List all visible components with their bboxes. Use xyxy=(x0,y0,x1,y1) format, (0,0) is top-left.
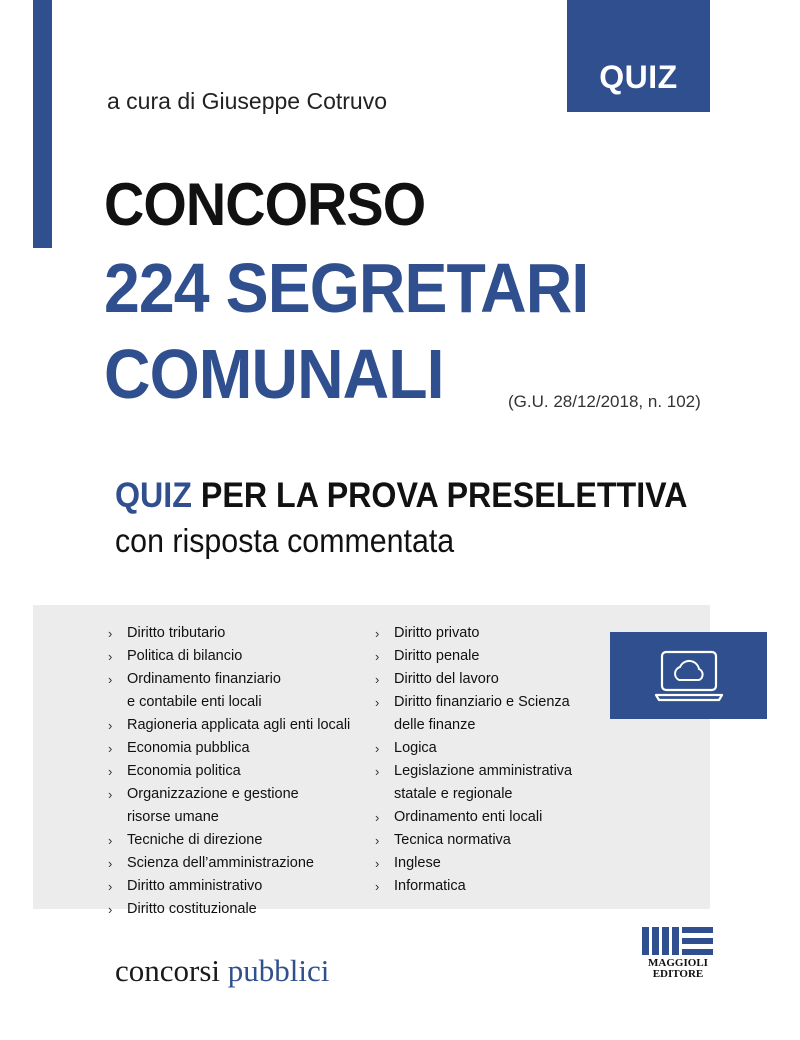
topic-label: Informatica xyxy=(394,878,466,894)
chevron-right-icon: › xyxy=(108,741,113,756)
topic-label-continued: risorse umane xyxy=(127,809,219,825)
topic-label: Ordinamento finanziario xyxy=(127,671,281,687)
topic-label: Diritto del lavoro xyxy=(394,671,499,687)
topic-label: Diritto penale xyxy=(394,648,480,664)
chevron-right-icon: › xyxy=(108,672,113,687)
title-line-1: CONCORSO xyxy=(104,171,426,238)
topic-label: Politica di bilancio xyxy=(127,648,243,664)
left-accent-bar xyxy=(33,0,52,248)
topic-label: Diritto costituzionale xyxy=(127,901,257,917)
publisher-name-line1: MAGGIOLI xyxy=(648,957,708,969)
topic-label: Scienza dell’amministrazione xyxy=(127,855,314,871)
topic-item xyxy=(108,875,367,898)
chevron-right-icon: › xyxy=(375,626,380,641)
topic-label: Economia politica xyxy=(127,763,241,779)
topic-label: Logica xyxy=(394,740,437,756)
quiz-series-badge xyxy=(567,0,710,112)
subtitle-accent: QUIZ xyxy=(115,476,192,515)
subtitle-line-2: con risposta commentata xyxy=(115,522,455,559)
topic-item xyxy=(108,645,367,668)
topic-label: Organizzazione e gestione xyxy=(127,786,299,802)
topics-list-right xyxy=(375,622,634,898)
chevron-right-icon: › xyxy=(108,879,113,894)
author-credit: a cura di Giuseppe Cotruvo xyxy=(107,88,387,114)
chevron-right-icon: › xyxy=(108,833,113,848)
topic-item xyxy=(108,829,367,852)
quiz-badge-label: QUIZ xyxy=(599,59,678,95)
topic-label-continued: delle finanze xyxy=(394,717,476,733)
topic-label: Ragioneria applicata agli enti locali xyxy=(127,717,351,733)
chevron-right-icon: › xyxy=(375,764,380,779)
chevron-right-icon: › xyxy=(375,810,380,825)
topic-item xyxy=(375,806,634,829)
chevron-right-icon: › xyxy=(375,879,380,894)
chevron-right-icon: › xyxy=(375,741,380,756)
topic-label: Diritto finanziario e Scienza xyxy=(394,694,570,710)
topic-item xyxy=(375,829,634,852)
topic-item xyxy=(375,645,634,668)
topic-item xyxy=(375,852,634,875)
chevron-right-icon: › xyxy=(108,649,113,664)
topic-item xyxy=(108,898,367,921)
publisher-name xyxy=(633,958,723,980)
topic-label: Ordinamento enti locali xyxy=(394,809,543,825)
series-brand-part1: concorsi xyxy=(115,953,228,988)
topic-label: Diritto amministrativo xyxy=(127,878,263,894)
topic-label-continued: statale e regionale xyxy=(394,786,513,802)
title-line-3: COMUNALI xyxy=(104,335,444,413)
chevron-right-icon: › xyxy=(108,787,113,802)
chevron-right-icon: › xyxy=(375,672,380,687)
topic-item xyxy=(375,760,634,806)
topic-item xyxy=(108,760,367,783)
topic-item xyxy=(108,668,367,714)
subtitle-rest: PER LA PROVA PRESELETTIVA xyxy=(191,476,688,515)
online-resources-box xyxy=(610,632,767,719)
laptop-cloud-icon xyxy=(653,648,725,704)
chevron-right-icon: › xyxy=(108,902,113,917)
topic-label: Inglese xyxy=(394,855,441,871)
topic-label: Tecnica normativa xyxy=(394,832,511,848)
topic-label: Diritto tributario xyxy=(127,625,226,641)
chevron-right-icon: › xyxy=(375,695,380,710)
topic-label-continued: e contabile enti locali xyxy=(127,694,262,710)
topic-label: Legislazione amministrativa xyxy=(394,763,573,779)
topic-item xyxy=(375,622,634,645)
topic-item xyxy=(108,737,367,760)
topic-item xyxy=(108,783,367,829)
gazette-reference: (G.U. 28/12/2018, n. 102) xyxy=(508,392,701,411)
title-line-2: 224 SEGRETARI xyxy=(104,249,589,327)
topic-item xyxy=(375,737,634,760)
series-brand xyxy=(115,953,329,989)
subtitle-line-1 xyxy=(115,476,687,516)
chevron-right-icon: › xyxy=(108,718,113,733)
topic-item xyxy=(375,691,634,737)
chevron-right-icon: › xyxy=(108,764,113,779)
chevron-right-icon: › xyxy=(375,833,380,848)
series-brand-part2: pubblici xyxy=(227,953,330,988)
topic-item xyxy=(108,714,367,737)
chevron-right-icon: › xyxy=(108,626,113,641)
topics-list-left xyxy=(108,622,367,921)
topic-item xyxy=(375,668,634,691)
topic-item xyxy=(108,622,367,645)
topic-label: Tecniche di direzione xyxy=(127,832,263,848)
publisher-name-line2: EDITORE xyxy=(652,968,704,980)
topic-label: Diritto privato xyxy=(394,625,480,641)
topic-item xyxy=(375,875,634,898)
topic-label: Economia pubblica xyxy=(127,740,250,756)
chevron-right-icon: › xyxy=(108,856,113,871)
chevron-right-icon: › xyxy=(375,856,380,871)
chevron-right-icon: › xyxy=(375,649,380,664)
topic-item xyxy=(108,852,367,875)
